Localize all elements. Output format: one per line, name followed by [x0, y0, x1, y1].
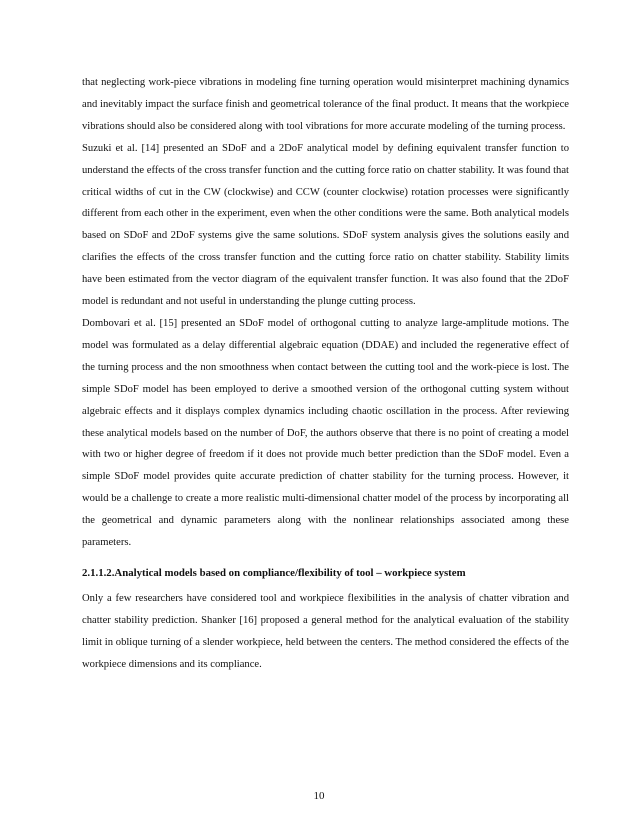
paragraph-shanker: Only a few researchers have considered tool and workpiece flexibilities in the analysis of chatter vibration and chatter stability prediction. Shanker [16] proposed a general method for the analytical evaluation of the stability limit in oblique turning of a slender workpiece, held between the centers. The method considered the effects of the workpiece dimensions and its compliance.	[82, 592, 569, 670]
document-body	[82, 72, 569, 675]
paragraph-dombovari: Dombovari et al. [15] presented an SDoF model of orthogonal cutting to analyze large-amplitude motions. The model was formulated as a delay differential algebraic equation (DDAE) and included the regenerative effect of the turning process and the non smoothness when contact between the cutting tool and the work-piece is lost. The simple SDoF model has been employed to derive a smoothed version of the orthogonal cutting system without algebraic effects and it displays complex dynamics including chaotic oscillation in the process. After reviewing these analytical models based on the number of DoF, the authors observe that there is no point of creating a model with two or higher degree of freedom if it does not provide much better prediction than the SDoF model. Even a simple SDoF model provides quite accurate prediction of chatter stability for the turning process. However, it would be a challenge to create a more realistic multi-dimensional chatter model of the process by incorporating all the geometrical and dynamic parameters along with the nonlinear relationships associated among these parameters.	[82, 317, 569, 549]
page-number: 10	[313, 790, 325, 802]
paragraph-suzuki: Suzuki et al. [14] presented an SDoF and a 2DoF analytical model by defining equivalent transfer function to understand the effects of the cross transfer function and the cutting force ratio on chatter stability. It was found that critical widths of cut in the CW (clockwise) and CCW (counter clockwise) rotation processes were significantly different from each other in the experiment, even when the other conditions were the same. Both analytical models based on SDoF and 2DoF systems give the same solutions. SDoF system analysis gives the solutions easily and clarifies the effects of the cross transfer function and the cutting force ratio on chatter stability. Stability limits have been estimated from the vector diagram of the equivalent transfer function. It was also found that the 2DoF model is redundant and not useful in understanding the plunge cutting process.	[82, 142, 569, 308]
paragraph-workpiece-vibrations: that neglecting work-piece vibrations in modeling fine turning operation would misinterpret machining dynamics and inevitably impact the surface finish and geometrical tolerance of the final product. It means that the workpiece vibrations should also be considered along with tool vibrations for more accurate modeling of the turning process.	[82, 77, 569, 132]
section-heading: 2.1.1.2.Analytical models based on compliance/flexibility of tool – workpiece system	[82, 566, 466, 579]
